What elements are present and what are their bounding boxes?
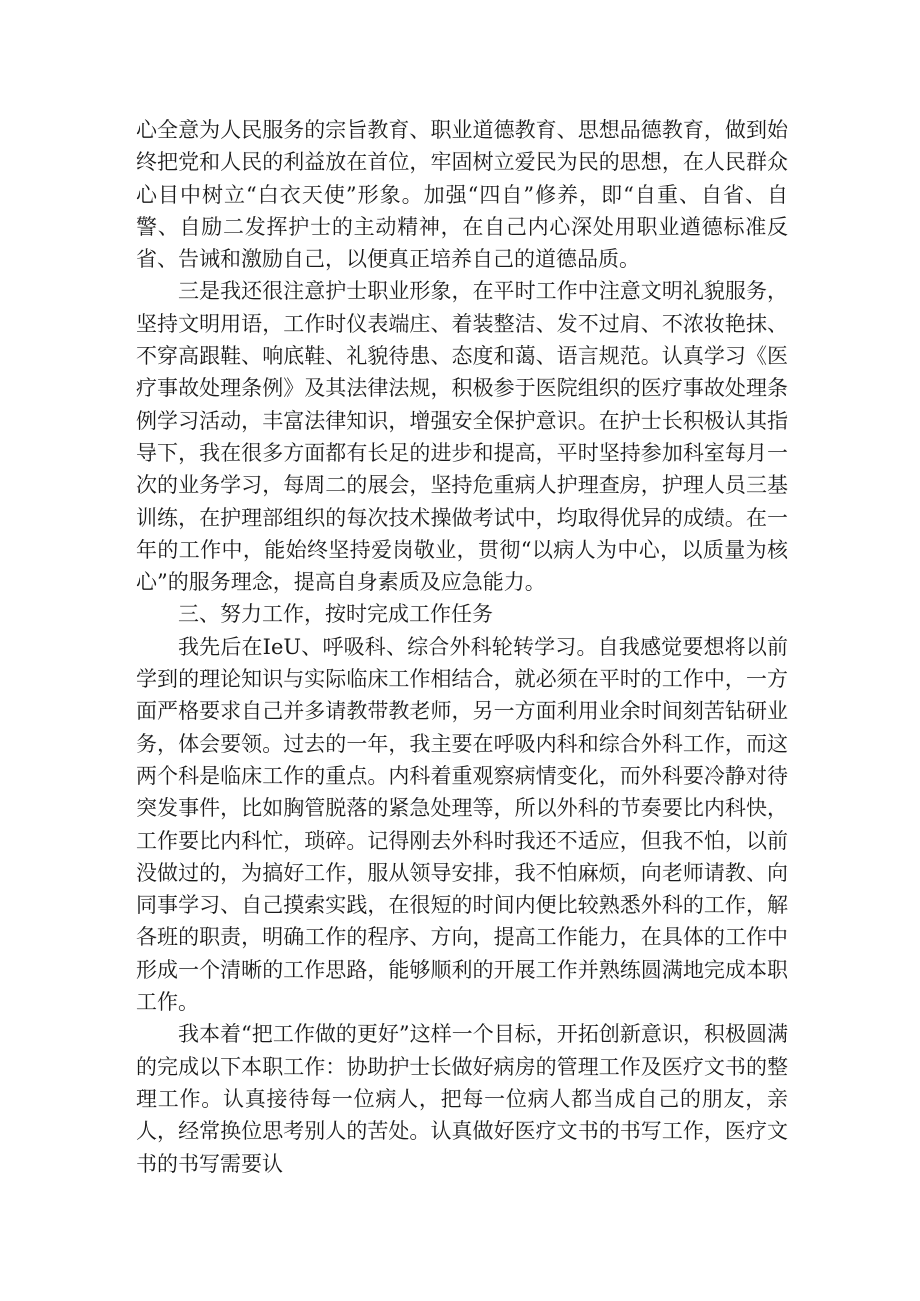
paragraph-4: 我本着“把工作做的更好”这样一个目标，开拓创新意识，积极圆满的完成以下本职工作：协助护士长做好病房的管理工作及医疗文书的整理工作。认真接待每一位病人，把每一位病人都当成自己的朋友，亲人，经常换位思考别人的苦处。认真做好医疗文书的书写工作，医疗文书的书写需要认: [136, 1022, 788, 1176]
paragraph-2: 三是我还很注意护士职业形象，在平时工作中注意文明礼貌服务，坚持文明用语，工作时仪表端庄、着装整洁、发不过肩、不浓妆艳抹、不穿高跟鞋、响底鞋、礼貌待患、态度和蔼、语言规范。认真学习《医疗事故处理条例》及其法律法规，积极参于医院组织的医疗事故处理条例学习活动，丰富法律知识，增强安全保护意识。在护士长积极认其指导下，我在很多方面都有长足的进步和提高，平时坚持参加科室每月一次的业务学习，每周二的展会，坚持危重病人护理查房，护理人员三基训练，在护理部组织的每次技术操做考试中，均取得优异的成绩。在一年的工作中，能始终坚持爱岗敬业，贯彻“以病人为中心，以质量为核心”的服务理念，提高自身素质及应急能力。: [136, 279, 788, 595]
section-heading: 三、努力工作，按时完成工作任务: [178, 602, 493, 627]
paragraph-3: 我先后在IeU、呼吸科、综合外科轮转学习。自我感觉要想将以前学到的理论知识与实际临床工作相结合，就必须在平时的工作中，一方面严格要求自己并多请教带教老师，另一方面利用业余时间刻苦钻研业务，体会要领。过去的一年，我主要在呼吸内科和综合外科工作，而这两个科是临床工作的重点。内科着重观察病情变化，而外科要冷静对待突发事件，比如胸管脱落的紧急处理等，所以外科的节奏要比内科快，工作要比内科忙，琐碎。记得刚去外科时我还不适应，但我不怕，以前没做过的，为搞好工作，服从领导安排，我不怕麻烦，向老师请教、向同事学习、自己摸索实践，在很短的时间内便比较熟悉外科的工作，解各班的职责，明确工作的程序、方向，提高工作能力，在具体的工作中形成一个清晰的工作思路，能够顺利的开展工作并熟练圆满地完成本职工作。: [136, 634, 788, 1015]
paragraph-1: 心全意为人民服务的宗旨教育、职业道德教育、思想品德教育，做到始终把党和人民的利益放在首位，牢固树立爱民为民的思想，在人民群众心目中树立“白衣天使”形象。加强“四自”修养，即“自重、自省、自警、自励二发挥护士的主动精神，在自己内心深处用职业遒德标准反省、告诫和激励自己，以便真正培养自己的道德品质。: [136, 118, 788, 272]
document-body: [136, 114, 788, 1180]
